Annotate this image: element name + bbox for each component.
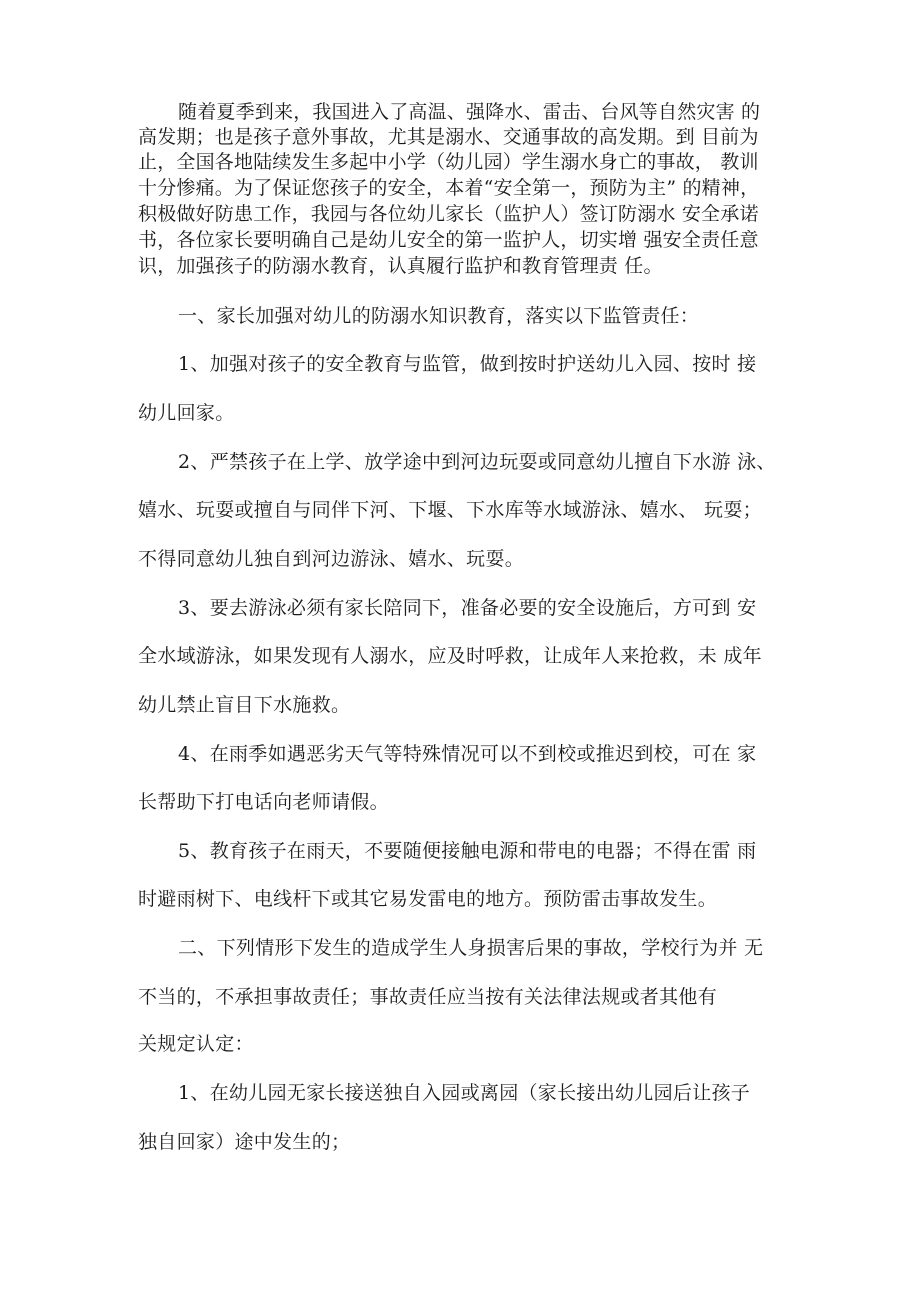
section2-item1-line-2: 独自回家）途中发生的； <box>138 1131 351 1153</box>
intro-line-3: 止，全国各地陆续发生多起中小学（幼儿园）学生溺水身亡的事故， 教训 <box>138 151 759 173</box>
intro-line-5: 积极做好防患工作，我园与各位幼儿家长（监护人）签订防溺水 安全承诺 <box>138 203 759 225</box>
section2-heading-line-2: 不当的，不承担事故责任；事故责任应当按有关法律法规或者其他有 <box>138 986 718 1008</box>
intro-line-2: 高发期；也是孩子意外事故，尤其是溺水、交通事故的高发期。到 目前为 <box>138 126 759 148</box>
section1-heading: 一、家长加强对幼儿的防溺水知识教育，落实以下监管责任： <box>178 305 700 327</box>
section1-item3-line-2: 全水域游泳，如果发现有人溺水，应及时呼救，让成年人来抢救，未 成年 <box>138 645 762 667</box>
section1-item5-line-2: 时避雨树下、电线杆下或其它易发雷电的地方。预防雷击事故发生。 <box>138 888 718 910</box>
section1-item1-line-2: 幼儿回家。 <box>138 402 235 424</box>
section1-item3-line-3: 幼儿禁止盲目下水施救。 <box>138 694 351 716</box>
section1-item4-line-1: 4、在雨季如遇恶劣天气等特殊情况可以不到校或推迟到校，可在 家 <box>178 743 757 765</box>
section2-item1-line-1: 1、在幼儿园无家长接送独自入园或离园（家长接出幼儿园后让孩子 <box>178 1082 751 1104</box>
section1-item4-line-2: 长帮助下打电话向老师请假。 <box>138 791 389 813</box>
section1-item3-line-1: 3、要去游泳必须有家长陪同下，准备必要的安全设施后，方可到 安 <box>178 597 757 619</box>
intro-line-7: 识，加强孩子的防溺水教育，认真履行监护和教育管理责 任。 <box>138 255 663 277</box>
section1-item2-line-3: 不得同意幼儿独自到河边游泳、嬉水、玩耍。 <box>138 548 525 570</box>
section1-item2-line-2: 嬉水、玩耍或擅自与同伴下河、下堰、下水库等水域游泳、嬉水、 玩耍； <box>138 499 762 521</box>
section1-item5-line-1: 5、教育孩子在雨天，不要随便接触电源和带电的电器；不得在雷 雨 <box>178 840 757 862</box>
section1-item1-line-1: 1、加强对孩子的安全教育与监管，做到按时护送幼儿入园、按时 接 <box>178 353 757 375</box>
section2-heading-line-3: 关规定认定： <box>138 1033 254 1055</box>
section1-item2-line-1: 2、严禁孩子在上学、放学途中到河边玩耍或同意幼儿擅自下水游 泳、 <box>178 451 776 473</box>
intro-line-6: 书，各位家长要明确自己是幼儿安全的第一监护人，切实增 强安全责任意 <box>138 229 759 251</box>
intro-line-1: 随着夏季到来，我国进入了高温、强降水、雷击、台风等自然灾害 的 <box>178 101 761 123</box>
intro-line-4: 十分惨痛。为了保证您孩子的安全，本着“安全第一，预防为主” 的精神， <box>138 177 760 199</box>
section2-heading-line-1: 二、下列情形下发生的造成学生人身损害后果的事故，学校行为并 无 <box>178 937 764 959</box>
